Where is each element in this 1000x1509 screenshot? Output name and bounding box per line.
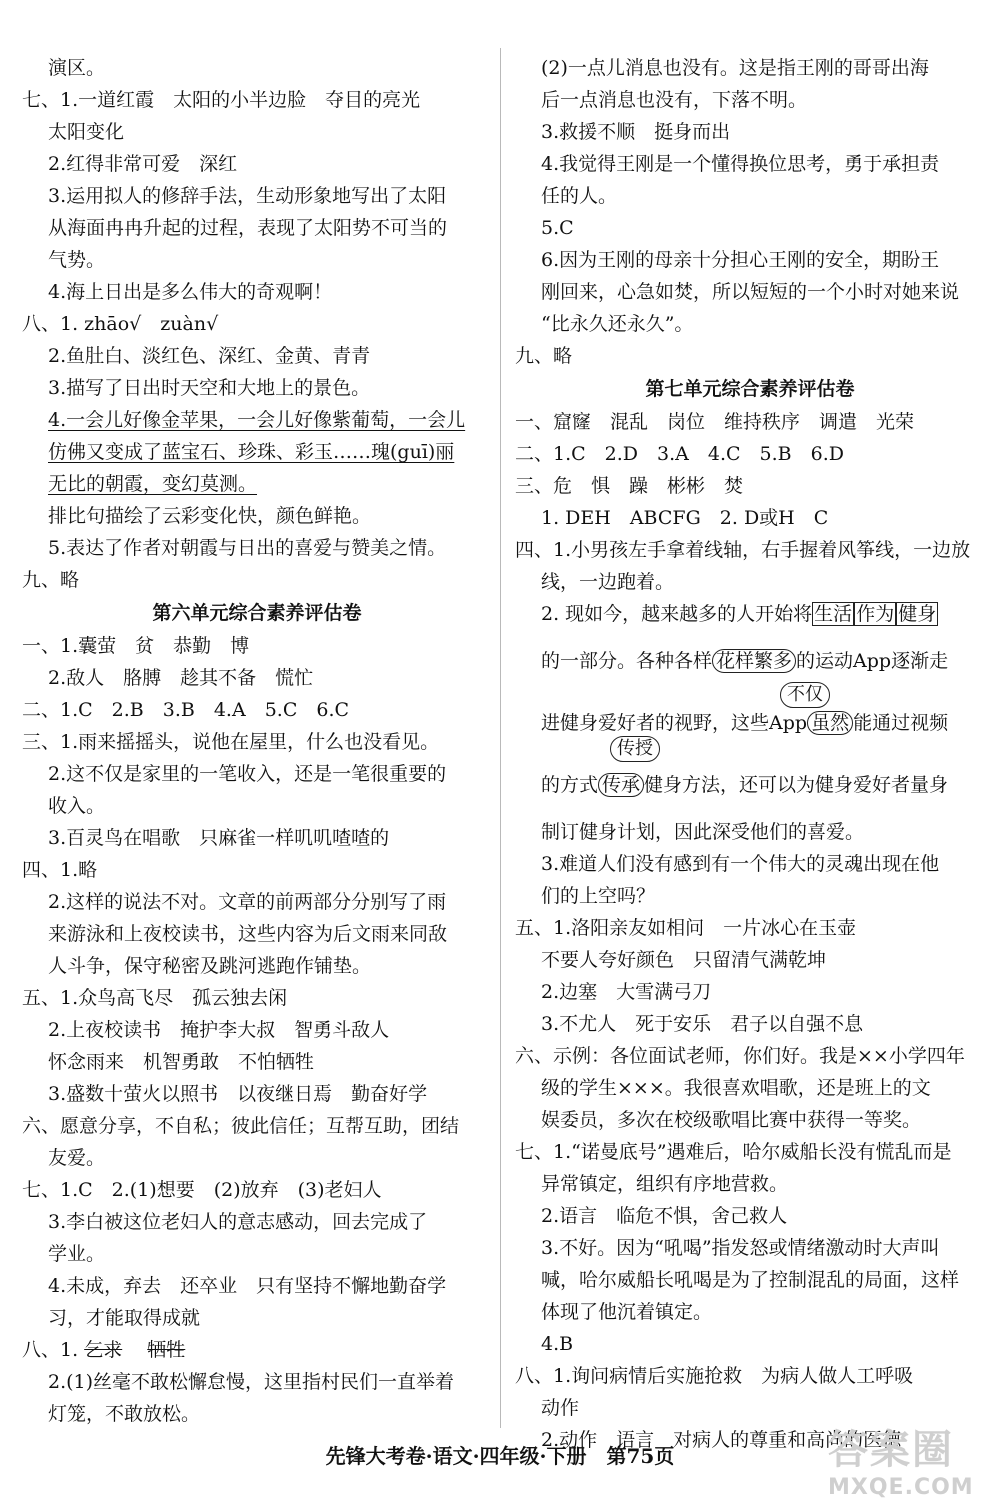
answer-line: 5.C (541, 217, 574, 239)
answer-line: 一、1.囊萤 贫 恭勤 博 (22, 635, 250, 657)
answer-line: 气势。 (48, 249, 106, 271)
item-number: 八、1. (22, 1339, 79, 1361)
answer-line: “比永久还永久”。 (541, 313, 694, 335)
answer-line: 从海面冉冉升起的过程，表现了太阳势不可当的 (48, 217, 448, 239)
text-segment: 的方式 (541, 774, 599, 796)
answer-line: 4.B (541, 1333, 574, 1355)
answer-line: 不要人夸好颜色 只留清气满乾坤 (541, 949, 827, 971)
text-segment: 2. 现如今，越来越多的人开始将 (541, 603, 813, 625)
answer-line: (2)一点儿消息也没有。这是指王刚的哥哥出海 (541, 57, 929, 79)
answer-line: 3.不尤人 死于安乐 君子以自强不息 (541, 1013, 864, 1035)
answer-line: 收入。 (48, 795, 106, 817)
answer-line: 八、1. zhāo√ zuàn√ (22, 313, 219, 335)
column-divider (500, 48, 501, 1428)
answer-line: 2.这不仅是家里的一笔收入，还是一笔很重要的 (48, 763, 447, 785)
answer-line: 3.难道人们没有感到有一个伟大的灵魂出现在他 (541, 853, 940, 875)
answer-line: 娱委员，多次在校级歌唱比赛中获得一等奖。 (541, 1109, 922, 1131)
answer-line: 一、窟窿 混乱 岗位 维持秩序 调遣 光荣 (515, 411, 915, 433)
answer-line: 2.敌人 胳膊 趁其不备 慌忙 (48, 667, 314, 689)
answer-line: 3.救援不顺 挺身而出 (541, 121, 731, 143)
answer-line: 五、1.洛阳亲友如相问 一片冰心在玉壶 (515, 917, 857, 939)
answer-line: 九、略 (22, 569, 80, 591)
answer-line: 2.语言 临危不惧，舍己救人 (541, 1205, 788, 1227)
answer-line: 体现了他沉着镇定。 (541, 1301, 713, 1323)
answer-line: 友爱。 (48, 1147, 106, 1169)
answer-line: 四、1.小男孩左手拿着线轴，右手握着风筝线，一边放 (515, 539, 971, 561)
watermark (828, 1418, 988, 1498)
answer-line: 任的人。 (541, 185, 618, 207)
answer-line: 2.这样的说法不对。文章的前两部分分别写了雨 (48, 891, 447, 913)
answer-line: 太阳变化 (48, 121, 125, 143)
boxed-word: 作为 (856, 603, 895, 625)
answer-line (515, 754, 985, 816)
answer-line: 怀念雨来 机智勇敢 不怕牺牲 (48, 1051, 315, 1073)
answer-line: 3.百灵鸟在唱歌 只麻雀一样叽叽喳喳的 (48, 827, 390, 849)
answer-line: 七、1.“诺曼底号”遇难后，哈尔威船长没有慌乱而是 (515, 1141, 952, 1163)
answer-line: 2.鱼肚白、淡红色、深红、金黄、青青 (48, 345, 371, 367)
page-footer: 先锋大考卷·语文·四年级·下册 第75页 (325, 1444, 675, 1468)
right-column (515, 52, 985, 1456)
answer-line: 2.边塞 大雪满弓刀 (541, 981, 712, 1003)
answer-line: 动作 (541, 1397, 580, 1419)
handwritten-answer: 乞求 (84, 1339, 123, 1361)
answer-line: 六、愿意分享，不自私；彼此信任；互帮互助，团结 (22, 1115, 460, 1137)
left-column (22, 52, 492, 1430)
answer-line: 习，才能取得成就 (48, 1307, 201, 1329)
answer-line: 后一点消息也没有，下落不明。 (541, 89, 808, 111)
answer-line: 演区。 (48, 57, 106, 79)
answer-line: 3.盛数十萤火以照书 以夜继日焉 勤奋好学 (48, 1083, 428, 1105)
answer-line: 3.运用拟人的修辞手法，生动形象地写出了太阳 (48, 185, 447, 207)
answer-line: 2.红得非常可爱 深红 (48, 153, 238, 175)
answer-line (22, 404, 492, 436)
circled-word: 花样繁多 (712, 649, 796, 673)
answer-line: 排比句描绘了云彩变化快，颜色鲜艳。 (48, 505, 372, 527)
answer-line: 线，一边跑着。 (541, 571, 675, 593)
answer-line: 喊，哈尔威船长吼喝是为了控制混乱的局面，这样 (541, 1269, 960, 1291)
underlined-text: 无比的朝霞，变幻莫测。 (48, 473, 258, 495)
answer-line: 6.因为王刚的母亲十分担心王刚的安全，期盼王 (541, 249, 940, 271)
answer-line (515, 692, 985, 754)
answer-line: 3.不好。因为“吼喝”指发怒或情绪激动时大声叫 (541, 1237, 940, 1259)
answer-line: 来游泳和上夜校读书，这些内容为后文雨来同敌 (48, 923, 448, 945)
answer-line: 1. DEH ABCFG 2. D或H C (541, 507, 829, 529)
answer-line: 六、示例：各位面试老师，你们好。我是××小学四年 (515, 1045, 965, 1067)
answer-line: 二、1.C 2.D 3.A 4.C 5.B 6.D (515, 443, 844, 465)
handwritten-answer: 牺牲 (147, 1339, 186, 1361)
boxed-word: 健身 (898, 603, 937, 625)
answer-line: 4.未成，弃去 还卒业 只有坚持不懈地勤奋学 (48, 1275, 447, 1297)
text-segment: 的运动App逐渐走 (796, 650, 949, 672)
answer-line: 刚回来，心急如焚，所以短短的一个小时对她来说 (541, 281, 960, 303)
answer-line: 学业。 (48, 1243, 106, 1265)
answer-line: 八、1.询问病情后实施抢救 为病人做人工呼吸 (515, 1365, 914, 1387)
answer-line: 2.(1)丝毫不敢松懈怠慢，这里指村民们一直举着 (48, 1371, 455, 1393)
handwritten-annotation: 传授 (610, 736, 660, 762)
answer-line: 灯笼，不敢放松。 (48, 1403, 201, 1425)
answer-line: 级的学生×××。我很喜欢唱歌，还是班上的文 (541, 1077, 931, 1099)
answer-line: 4.海上日出是多么伟大的奇观啊！ (48, 281, 333, 303)
answer-line: 5.表达了作者对朝霞与日出的喜爱与赞美之情。 (48, 537, 447, 559)
answer-line: 异常镇定，组织有序地营救。 (541, 1173, 789, 1195)
underlined-text: 仿佛又变成了蓝宝石、珍珠、彩玉……瑰(guī)丽 (48, 441, 455, 463)
answer-line: 2.上夜校读书 掩护李大叔 智勇斗敌人 (48, 1019, 390, 1041)
answer-line: 三、危 惧 躁 彬彬 焚 (515, 475, 744, 497)
answer-line: 四、1.略 (22, 859, 98, 881)
answer-line: 3.描写了日出时天空和大地上的景色。 (48, 377, 371, 399)
answer-line (515, 598, 985, 630)
text-segment: 进健身爱好者的视野，这些App (541, 712, 808, 734)
circled-word: 虽然 (807, 711, 853, 735)
text-segment: 健身方法，还可以为健身爱好者量身 (644, 774, 949, 796)
answer-line (22, 436, 492, 468)
underlined-text: 4.一会儿好像金苹果，一会儿好像紫葡萄，一会儿 (48, 409, 466, 431)
answer-line: 人斗争，保守秘密及跳河逃跑作铺垫。 (48, 955, 372, 977)
watermark-url: MXQE.COM (828, 1475, 974, 1500)
answer-line: 九、略 (515, 345, 573, 367)
handwritten-annotation: 不仅 (780, 682, 830, 708)
answer-line: 们的上空吗？ (541, 885, 656, 907)
answer-line: 五、1.众鸟高飞尽 孤云独去闲 (22, 987, 288, 1009)
circled-word: 传承 (598, 773, 644, 797)
answer-line: 二、1.C 2.B 3.B 4.A 5.C 6.C (22, 699, 350, 721)
text-segment: 能通过视频 (853, 712, 949, 734)
answer-line: 七、1.一道红霞 太阳的小半边脸 夺目的亮光 (22, 89, 421, 111)
section-title: 第七单元综合素养评估卷 (645, 378, 855, 400)
answer-line: 3.李白被这位老妇人的意志感动，回去完成了 (48, 1211, 428, 1233)
answer-line: 2.动作 语言 对病人的尊重和高尚的医德 (541, 1429, 902, 1451)
answer-line: 七、1.C 2.(1)想要 (2)放弃 (3)老妇人 (22, 1179, 382, 1201)
answer-line (515, 630, 985, 692)
answer-line (22, 1334, 492, 1366)
watermark-logo: 答案圈 (828, 1427, 954, 1473)
answer-line: 制订健身计划，因此深受他们的喜爱。 (541, 821, 865, 843)
section-title: 第六单元综合素养评估卷 (152, 602, 362, 624)
text-segment: 的一部分。各种各样 (541, 650, 713, 672)
answer-line: 三、1.雨来摇摇头，说他在屋里，什么也没看见。 (22, 731, 440, 753)
boxed-word: 生活 (814, 603, 853, 625)
answer-line (22, 468, 492, 500)
answer-line: 4.我觉得王刚是一个懂得换位思考，勇于承担责 (541, 153, 940, 175)
